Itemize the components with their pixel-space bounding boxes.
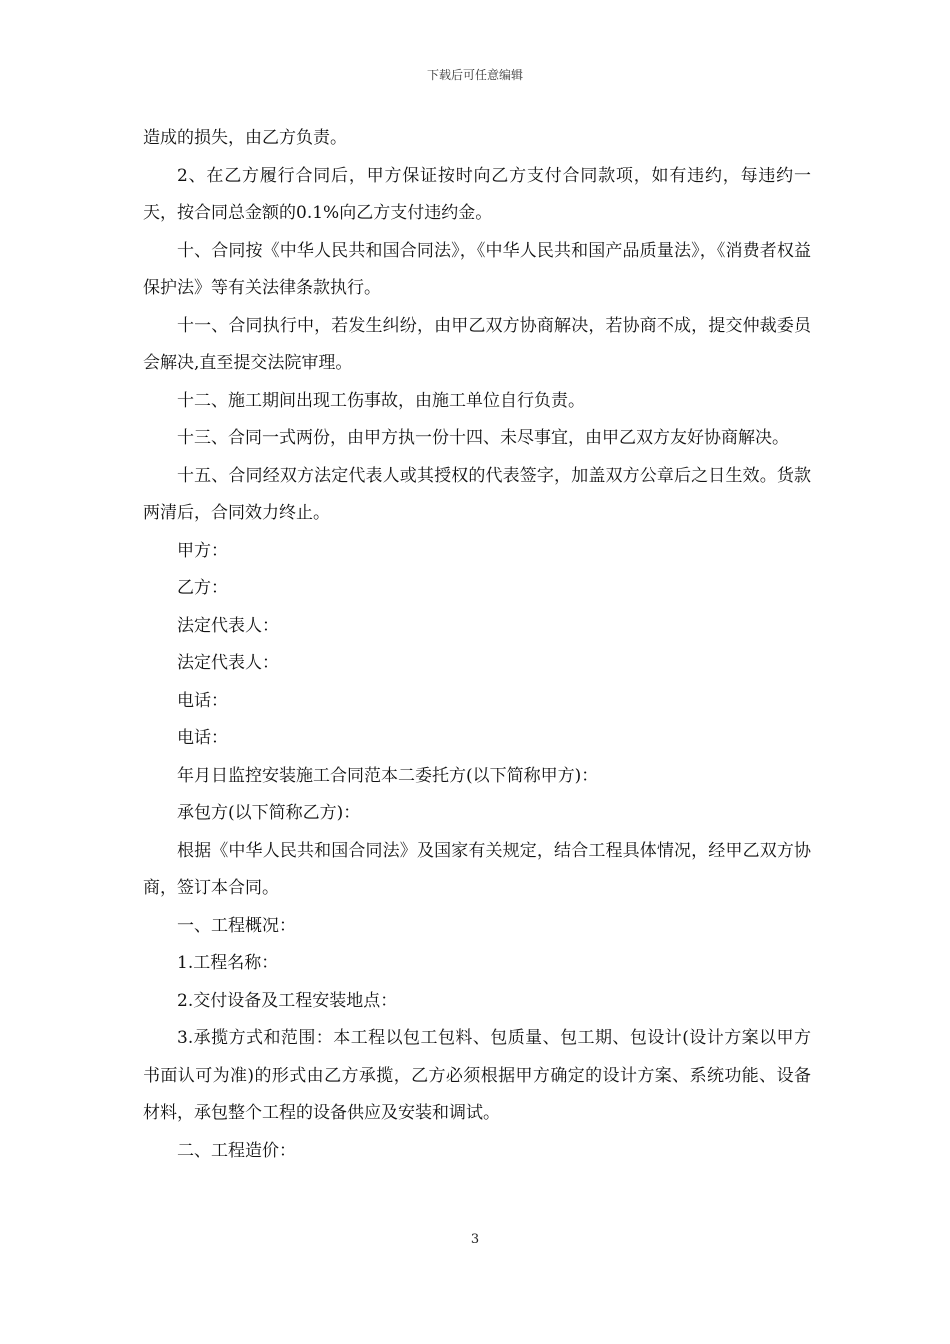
item-project-name: 1.工程名称： [177, 953, 279, 973]
paragraph-1: 造成的损失，由乙方负责。 [143, 128, 347, 148]
paragraph-14: 年月日监控安装施工合同范本二委托方(以下简称甲方)： [177, 765, 599, 786]
signature-phone-a: 电话： [177, 690, 228, 711]
item-delivery-location: 2.交付设备及工程安装地点： [177, 990, 398, 1011]
paragraph-2: 2、在乙方履行合同后，甲方保证按时向乙方支付合同款项，如有违约，每违约一天，按合同总金额的0.1%向乙方支付违约金。 [143, 165, 811, 223]
paragraph-15: 承包方(以下简称乙方)： [177, 803, 361, 823]
document-body [143, 120, 811, 1170]
paragraph-5: 十二、施工期间出现工伤事故，由施工单位自行负责。 [177, 390, 585, 411]
signature-party-a: 甲方： [177, 540, 228, 561]
page-header: 下载后可任意编辑 [426, 68, 523, 82]
section-heading-1: 一、工程概况： [177, 915, 296, 936]
signature-legal-rep-a: 法定代表人： [177, 615, 279, 636]
signature-party-b: 乙方： [177, 578, 228, 598]
item-contract-scope: 3.承揽方式和范围：本工程以包工包料、包质量、包工期、包设计(设计方案以甲方书面认可为准)的形式由乙方承揽，乙方必须根据甲方确定的设计方案、系统功能、设备材料，承包整个工程的设备供应及安装和调试。 [143, 1028, 811, 1123]
paragraph-4: 十一、合同执行中，若发生纠纷，由甲乙双方协商解决，若协商不成，提交仲裁委员会解决,直至提交法院审理。 [143, 315, 811, 373]
paragraph-16: 根据《中华人民共和国合同法》及国家有关规定，结合工程具体情况，经甲乙双方协商，签订本合同。 [143, 840, 811, 898]
paragraph-7: 十五、合同经双方法定代表人或其授权的代表签字，加盖双方公章后之日生效。货款两清后，合同效力终止。 [143, 465, 811, 523]
page-number: 3 [470, 1232, 480, 1247]
signature-legal-rep-b: 法定代表人： [177, 653, 279, 673]
signature-phone-b: 电话： [177, 728, 228, 748]
paragraph-3: 十、合同按《中华人民共和国合同法》，《中华人民共和国产品质量法》，《消费者权益保护法》等有关法律条款执行。 [143, 240, 811, 298]
paragraph-6: 十三、合同一式两份，由甲方执一份十四、未尽事宜，由甲乙双方友好协商解决。 [177, 428, 789, 448]
section-heading-2: 二、工程造价： [177, 1140, 296, 1161]
